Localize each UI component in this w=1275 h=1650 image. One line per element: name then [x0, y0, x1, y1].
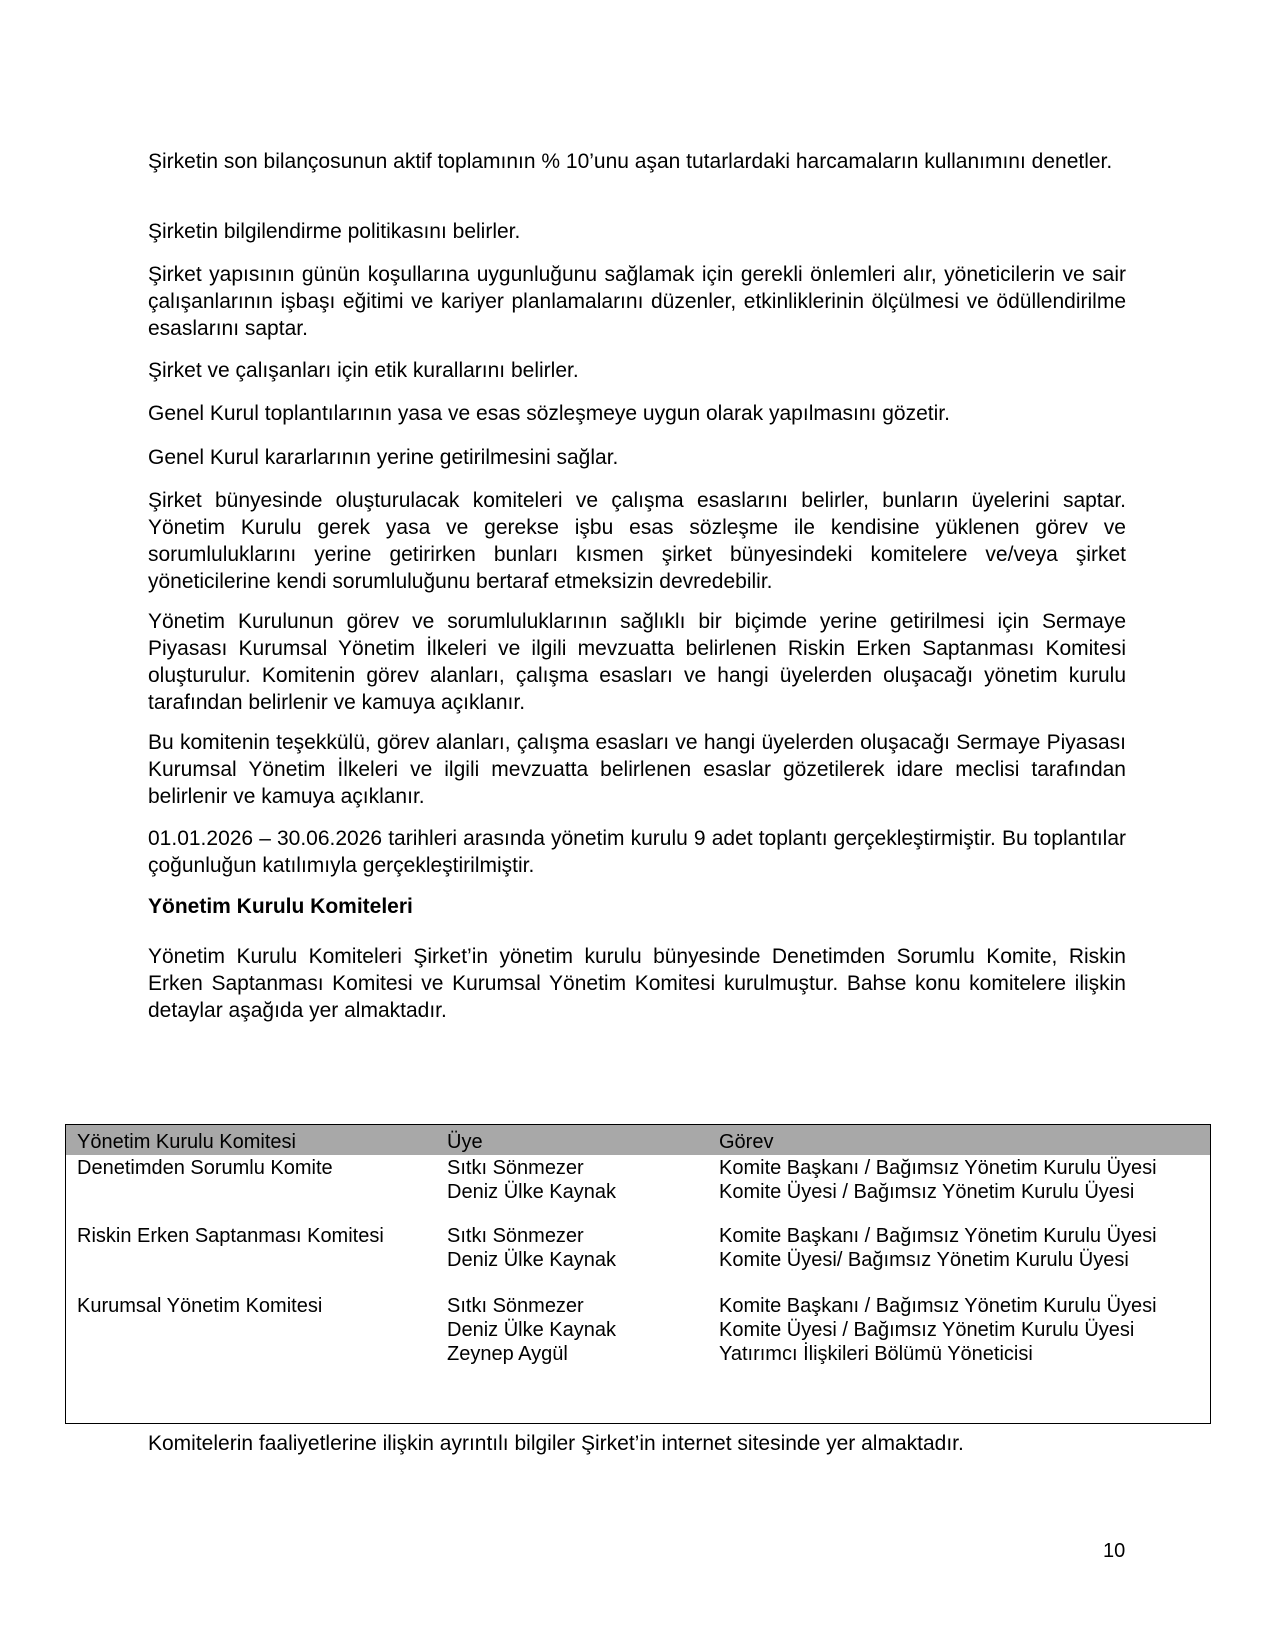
paragraph-expenditure-control: Şirketin son bilançosunun aktif toplamının % 10’unu aşan tutarlardaki harcamaların kullanımını denetler. [148, 150, 1113, 173]
member-name: Zeynep Aygül [447, 1343, 568, 1365]
member-name: Deniz Ülke Kaynak [447, 1249, 616, 1271]
member-role: Komite Üyesi / Bağımsız Yönetim Kurulu Üyesi [719, 1181, 1135, 1203]
paragraph-general-assembly-meetings: Genel Kurul toplantılarının yasa ve esas sözleşmeye uygun olarak yapılmasını gözetir. [148, 402, 950, 425]
committee-name: Riskin Erken Saptanması Komitesi [77, 1225, 384, 1247]
paragraph-general-assembly-decisions: Genel Kurul kararlarının yerine getirilmesini sağlar. [148, 446, 619, 469]
header-member: Üye [447, 1131, 483, 1153]
paragraph-risk-committee: Yönetim Kurulunun görev ve sorumluluklarının sağlıklı bir biçimde yerine getirilmesi için Sermaye Piyasası Kurumsal Yönetim İlkeleri ve ilgili mevzuatta belirlenen Riskin Erken Saptanması Komitesi oluşturulur. Komitenin görev alanları, çalışma esasları ve hangi üyelerden oluşacağı yönetim kurulu tarafından belirlenir ve kamuya açıklanır. [148, 610, 1126, 714]
paragraph-committees: Şirket bünyesinde oluşturulacak komiteleri ve çalışma esaslarını belirler, bunların üyelerini saptar. Yönetim Kurulu gerek yasa ve gerekse işbu esas sözleşme ile kendisine yüklenen görev ve sorumluluklarını yerine getirirken bunları kısmen şirket bünyesindeki komitelere ve/veya şirket yöneticilerine kendi sorumluluğunu bertaraf etmeksizin devredebilir. [148, 489, 1126, 593]
paragraph-committee-formation: Bu komitenin teşekkülü, görev alanları, çalışma esasları ve hangi üyelerden oluşacağı Sermaye Piyasası Kurumsal Yönetim İlkeleri ve ilgili mevzuatta belirlenen esaslar gözetilerek idare meclisi tarafından belirlenir ve kamuya açıklanır. [148, 731, 1126, 808]
paragraph-committees-intro: Yönetim Kurulu Komiteleri Şirket’in yönetim kurulu bünyesinde Denetimden Sorumlu Komite, Riskin Erken Saptanması Komitesi ve Kurumsal Yönetim Komitesi kurulmuştur. Bahse konu komitelere ilişkin detaylar aşağıda yer almaktadır. [148, 945, 1126, 1022]
member-name: Sıtkı Sönmezer [447, 1157, 584, 1179]
member-role: Yatırımcı İlişkileri Bölümü Yöneticisi [719, 1343, 1033, 1365]
page-number: 10 [1103, 1540, 1126, 1562]
member-role: Komite Başkanı / Bağımsız Yönetim Kurulu Üyesi [719, 1157, 1157, 1179]
footer-note: Komitelerin faaliyetlerine ilişkin ayrıntılı bilgiler Şirket’in internet sitesinde yer almaktadır. [148, 1432, 964, 1455]
member-role: Komite Üyesi/ Bağımsız Yönetim Kurulu Üyesi [719, 1249, 1129, 1271]
paragraph-ethics: Şirket ve çalışanları için etik kurallarını belirler. [148, 359, 579, 382]
member-role: Komite Başkanı / Bağımsız Yönetim Kurulu Üyesi [719, 1295, 1157, 1317]
member-role: Komite Üyesi / Bağımsız Yönetim Kurulu Üyesi [719, 1319, 1135, 1341]
committee-name: Kurumsal Yönetim Komitesi [77, 1295, 323, 1317]
paragraph-company-structure: Şirket yapısının günün koşullarına uygunluğunu sağlamak için gerekli önlemleri alır, yöneticilerin ve sair çalışanlarının işbaşı eğitimi ve kariyer planlamalarını düzenler, etkinliklerinin ölçülmesi ve ödüllendirilme esaslarını saptar. [148, 263, 1126, 340]
member-role: Komite Başkanı / Bağımsız Yönetim Kurulu Üyesi [719, 1225, 1157, 1247]
member-name: Deniz Ülke Kaynak [447, 1181, 616, 1203]
committee-name: Denetimden Sorumlu Komite [77, 1157, 333, 1179]
paragraph-disclosure-policy: Şirketin bilgilendirme politikasını belirler. [148, 220, 521, 243]
table-header-row [66, 1125, 1210, 1155]
paragraph-board-meetings: 01.01.2026 – 30.06.2026 tarihleri arasında yönetim kurulu 9 adet toplantı gerçekleştirmiştir. Bu toplantılar çoğunluğun katılımıyla gerçekleştirilmiştir. [148, 827, 1126, 877]
member-name: Sıtkı Sönmezer [447, 1225, 584, 1247]
committee-table [65, 1124, 1211, 1424]
section-heading: Yönetim Kurulu Komiteleri [148, 895, 413, 918]
member-name: Sıtkı Sönmezer [447, 1295, 584, 1317]
header-committee: Yönetim Kurulu Komitesi [77, 1131, 296, 1153]
member-name: Deniz Ülke Kaynak [447, 1319, 616, 1341]
header-role: Görev [719, 1131, 774, 1153]
